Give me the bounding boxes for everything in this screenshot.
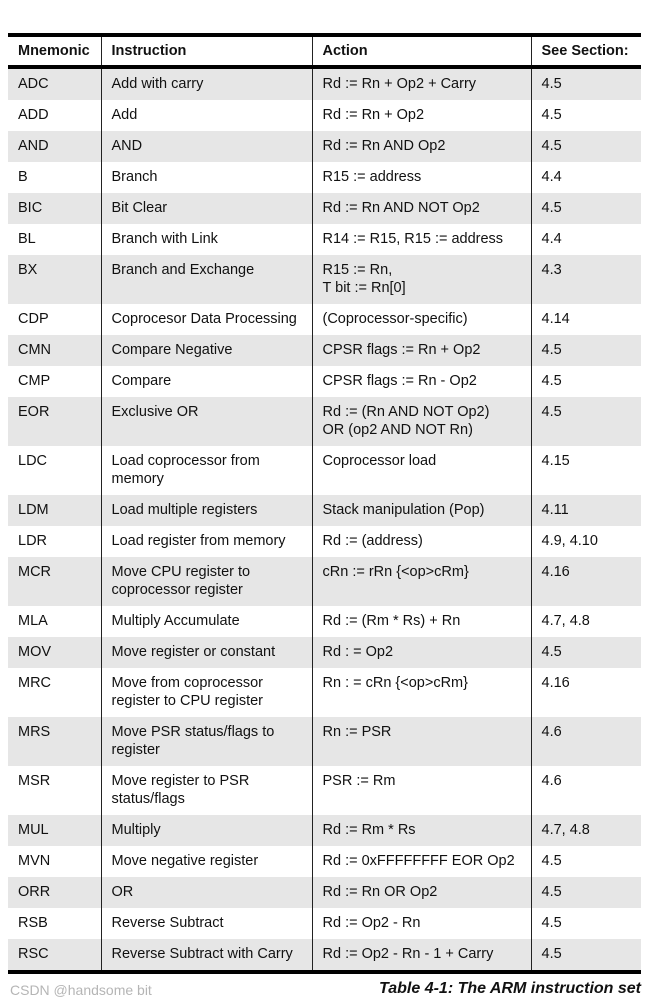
table-row bbox=[8, 637, 641, 668]
cell-action: Rd := Rn AND NOT Op2 bbox=[312, 193, 531, 224]
cell-section: 4.5 bbox=[531, 366, 641, 397]
table-row bbox=[8, 495, 641, 526]
cell-section: 4.16 bbox=[531, 668, 641, 717]
cell-action: cRn := rRn {<op>cRm} bbox=[312, 557, 531, 606]
table-row bbox=[8, 766, 641, 815]
cell-instruction: AND bbox=[101, 131, 312, 162]
table-row bbox=[8, 255, 641, 304]
cell-mnemonic: ORR bbox=[8, 877, 101, 908]
cell-section: 4.6 bbox=[531, 766, 641, 815]
cell-instruction: Add with carry bbox=[101, 67, 312, 100]
cell-section: 4.5 bbox=[531, 335, 641, 366]
cell-instruction: Branch and Exchange bbox=[101, 255, 312, 304]
cell-instruction: Move PSR status/flags to register bbox=[101, 717, 312, 766]
cell-mnemonic: ADD bbox=[18, 107, 49, 123]
table-row bbox=[8, 815, 641, 846]
table-row bbox=[8, 668, 641, 717]
table-row bbox=[8, 67, 641, 100]
header-instruction: Instruction bbox=[101, 35, 312, 67]
cell-instruction: Multiply Accumulate bbox=[101, 606, 312, 637]
cell-mnemonic: RSC bbox=[8, 939, 101, 972]
cell-section: 4.5 bbox=[531, 637, 641, 668]
cell-action: Rd := (Rn AND NOT Op2) OR (op2 AND NOT Rn) bbox=[312, 397, 531, 446]
header-action: Action bbox=[312, 35, 531, 67]
cell-instruction: Move from coprocessor register to CPU register bbox=[101, 668, 312, 717]
table-row bbox=[8, 366, 641, 397]
cell-action: R14 := R15, R15 := address bbox=[312, 224, 531, 255]
cell-mnemonic: MUL bbox=[8, 815, 101, 846]
cell-mnemonic: CMN bbox=[8, 335, 101, 366]
cell-section: 4.11 bbox=[531, 495, 641, 526]
cell-instruction: Bit Clear bbox=[101, 193, 312, 224]
cell-action: (Coprocessor-specific) bbox=[312, 304, 531, 335]
cell-mnemonic: BX bbox=[8, 255, 101, 304]
cell-instruction: Move negative register bbox=[101, 846, 312, 877]
table-row bbox=[8, 606, 641, 637]
table-row bbox=[8, 557, 641, 606]
table-body bbox=[8, 67, 641, 972]
table-row bbox=[8, 939, 641, 972]
cell-action: Rd := Op2 - Rn - 1 + Carry bbox=[312, 939, 531, 972]
cell-mnemonic: MSR bbox=[18, 773, 51, 789]
cell-mnemonic: MLA bbox=[18, 613, 48, 629]
cell-action: Rn : = cRn {<op>cRm} bbox=[312, 668, 531, 717]
cell-section: 4.7, 4.8 bbox=[531, 815, 641, 846]
cell-action: Rn := PSR bbox=[312, 717, 531, 766]
cell-mnemonic: MRS bbox=[8, 717, 101, 766]
cell-instruction: Compare Negative bbox=[101, 335, 312, 366]
cell-action: CPSR flags := Rn - Op2 bbox=[312, 366, 531, 397]
cell-section: 4.5 bbox=[531, 877, 641, 908]
cell-mnemonic: MVN bbox=[18, 853, 51, 869]
cell-instruction: Load register from memory bbox=[101, 526, 312, 557]
cell-action: Rd := Rm * Rs bbox=[312, 815, 531, 846]
cell-section: 4.4 bbox=[531, 224, 641, 255]
cell-mnemonic: B bbox=[18, 169, 28, 185]
cell-action: Rd := (Rm * Rs) + Rn bbox=[312, 606, 531, 637]
table-row bbox=[8, 877, 641, 908]
cell-instruction: Load multiple registers bbox=[101, 495, 312, 526]
table-row bbox=[8, 846, 641, 877]
cell-instruction: Move CPU register to coprocessor register bbox=[101, 557, 312, 606]
cell-action: CPSR flags := Rn + Op2 bbox=[312, 335, 531, 366]
cell-section: 4.16 bbox=[531, 557, 641, 606]
cell-section: 4.5 bbox=[531, 397, 641, 446]
cell-instruction: OR bbox=[101, 877, 312, 908]
table-row bbox=[8, 335, 641, 366]
cell-mnemonic: LDR bbox=[18, 533, 48, 549]
cell-section: 4.5 bbox=[531, 939, 641, 972]
cell-section: 4.9, 4.10 bbox=[531, 526, 641, 557]
cell-action: Coprocessor load bbox=[312, 446, 531, 495]
table-row bbox=[8, 162, 641, 193]
cell-instruction: Reverse Subtract bbox=[101, 908, 312, 939]
table-row bbox=[8, 397, 641, 446]
cell-instruction: Coprocesor Data Processing bbox=[101, 304, 312, 335]
cell-action: PSR := Rm bbox=[312, 766, 531, 815]
cell-action: R15 := address bbox=[312, 162, 531, 193]
cell-section: 4.5 bbox=[531, 131, 641, 162]
cell-section: 4.6 bbox=[531, 717, 641, 766]
cell-instruction: Move register or constant bbox=[101, 637, 312, 668]
cell-instruction: Multiply bbox=[101, 815, 312, 846]
table-caption: Table 4-1: The ARM instruction set bbox=[379, 980, 641, 997]
cell-mnemonic: ADC bbox=[8, 67, 101, 100]
header-mnemonic: Mnemonic bbox=[8, 35, 101, 67]
cell-mnemonic: LDC bbox=[18, 453, 48, 469]
cell-mnemonic: BL bbox=[18, 231, 36, 247]
cell-mnemonic: BIC bbox=[8, 193, 101, 224]
table-row bbox=[8, 446, 641, 495]
header-section: See Section: bbox=[531, 35, 641, 67]
cell-section: 4.3 bbox=[531, 255, 641, 304]
cell-instruction: Load coprocessor from memory bbox=[101, 446, 312, 495]
cell-section: 4.5 bbox=[531, 67, 641, 100]
cell-mnemonic: RSB bbox=[18, 915, 48, 931]
cell-instruction: Branch with Link bbox=[101, 224, 312, 255]
table-row bbox=[8, 526, 641, 557]
cell-mnemonic: MOV bbox=[8, 637, 101, 668]
cell-mnemonic: CMP bbox=[18, 373, 51, 389]
cell-action: Stack manipulation (Pop) bbox=[312, 495, 531, 526]
cell-mnemonic: MCR bbox=[8, 557, 101, 606]
cell-action: Rd : = Op2 bbox=[312, 637, 531, 668]
table-row bbox=[8, 224, 641, 255]
cell-action: Rd := Rn + Op2 bbox=[312, 100, 531, 131]
cell-action: Rd := (address) bbox=[312, 526, 531, 557]
cell-mnemonic: EOR bbox=[8, 397, 101, 446]
watermark: CSDN @handsome bit bbox=[10, 982, 152, 998]
cell-instruction: Reverse Subtract with Carry bbox=[101, 939, 312, 972]
table-row bbox=[8, 908, 641, 939]
cell-instruction: Move register to PSR status/flags bbox=[101, 766, 312, 815]
cell-section: 4.15 bbox=[531, 446, 641, 495]
cell-instruction: Exclusive OR bbox=[101, 397, 312, 446]
cell-action: Rd := Op2 - Rn bbox=[312, 908, 531, 939]
table-row bbox=[8, 193, 641, 224]
table-row bbox=[8, 304, 641, 335]
arm-instruction-table bbox=[8, 33, 641, 974]
cell-mnemonic: AND bbox=[8, 131, 101, 162]
header-row bbox=[8, 35, 641, 67]
cell-mnemonic: CDP bbox=[18, 311, 49, 327]
cell-section: 4.4 bbox=[531, 162, 641, 193]
cell-action: Rd := Rn AND Op2 bbox=[312, 131, 531, 162]
cell-section: 4.5 bbox=[531, 193, 641, 224]
cell-instruction: Add bbox=[101, 100, 312, 131]
cell-action: Rd := 0xFFFFFFFF EOR Op2 bbox=[312, 846, 531, 877]
cell-instruction: Compare bbox=[101, 366, 312, 397]
cell-action: Rd := Rn OR Op2 bbox=[312, 877, 531, 908]
cell-section: 4.5 bbox=[531, 846, 641, 877]
cell-section: 4.7, 4.8 bbox=[531, 606, 641, 637]
cell-section: 4.5 bbox=[531, 908, 641, 939]
table-row bbox=[8, 100, 641, 131]
cell-mnemonic: MRC bbox=[18, 675, 52, 691]
cell-instruction: Branch bbox=[101, 162, 312, 193]
cell-action: R15 := Rn, T bit := Rn[0] bbox=[312, 255, 531, 304]
table-row bbox=[8, 131, 641, 162]
cell-section: 4.5 bbox=[531, 100, 641, 131]
table-row bbox=[8, 717, 641, 766]
cell-action: Rd := Rn + Op2 + Carry bbox=[312, 67, 531, 100]
cell-mnemonic: LDM bbox=[8, 495, 101, 526]
cell-section: 4.14 bbox=[531, 304, 641, 335]
